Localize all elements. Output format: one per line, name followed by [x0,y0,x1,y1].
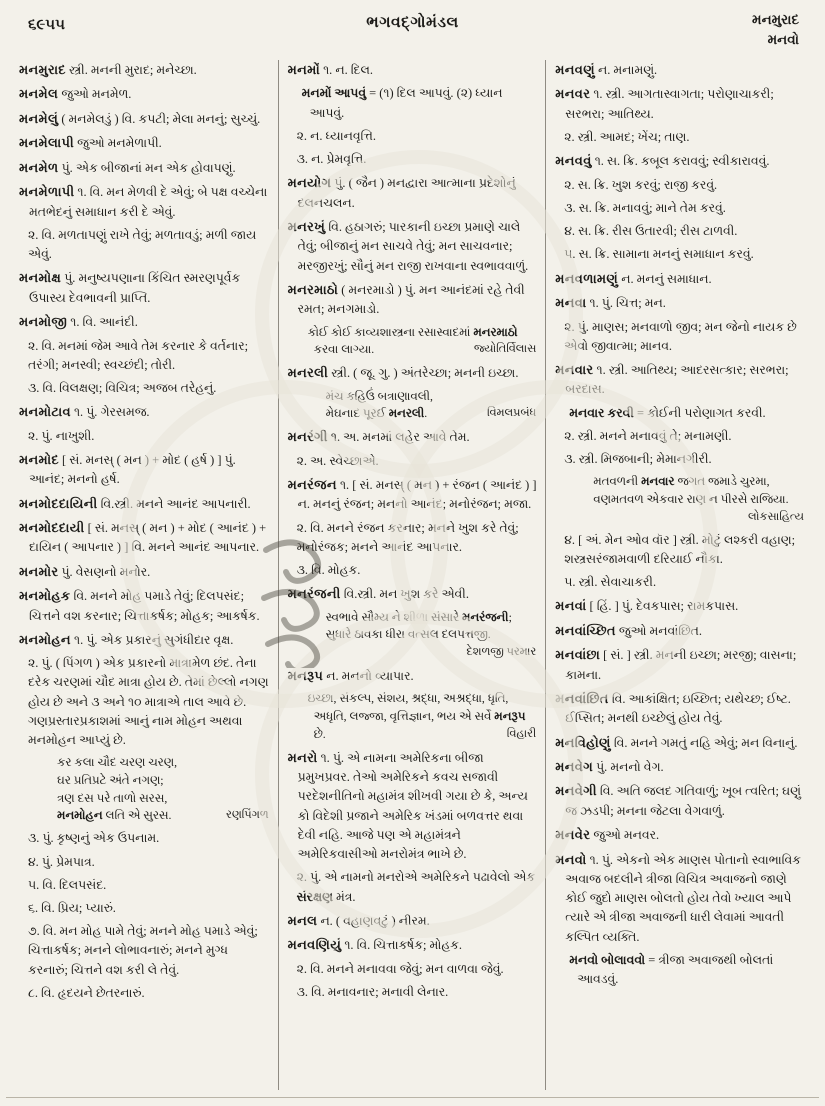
dictionary-entry: મનરો ૧. પું. એ નામના અમેરિકના બીજા પ્રમુખપ્રવર. તેઓ અમેરિકને કવચ સજાવી પરદેશનીતિનો મહામંત્ર શીખવી ગયા છે કે, અન્ય કો વિદેશી પ્રજાને અમેરિક ખંડમાં બળવત્તર થવા દેવી નહિ. આજે પણ એ મહામંત્રને અમેરિકવાસીઓ મનરોમંત્ર ભાખે છે. [287,749,528,862]
entry-idiom: મનવો બોલાવવો = ત્રીજા અવાજથી બોલતાં આવડવું. [569,952,774,987]
entry-sense: ૨. વિ. મનને રંજન કરનાર; મનને ખુશ કરે તેવું; મનોરંજક; મનને આનંદ આપનાર. [296,520,519,554]
guide-word-first: મનમુરાદ [752,12,799,27]
entry-sense: ૫. વિ. દિલપસંદ. [28,877,107,892]
entry-headword: મનવાંછા [555,647,601,663]
dictionary-entry: મનવાંછા [ સં. ] સ્ત્રી. મનની ઇચ્છા; મરજી; વાસના; કામના. [555,647,797,682]
verse-line: મંચ કહિઉં બત્રાણાવલી, [325,388,433,403]
entry-sense: ૬. વિ. પ્રિય; પ્યારું. [28,900,116,915]
entry-sense: ૨. પું. માણસ; મનવાળો જીવ; મન જેનો નાયક છે એવો જીવાત્મા; માનવ. [564,319,797,353]
entry-headword: મનવાં [555,598,587,614]
entry-sense: ૨. પું. ( પિંગળ ) એક પ્રકારનો માત્રામેળ છંદ. તેના દરેક ચરણમાં ચૌદ માત્રા હોય છે. તેમાં છેલ્લો નગણ હોય છે અને ૩ અને ૧૦ માત્રાએ તાલ આવે છે. ગણપ્રસ્તારપ્રકાશમાં આનું નામ મોહન અથવા મનમોહન આપ્યું છે. [28,656,269,748]
entry-headword: મનરલી [287,365,329,381]
entry-headword: મનમોક્ષ [19,270,62,286]
page-number: ૬૯૫૫ [28,17,65,33]
entry-headword: મનવળામણું [555,270,619,286]
dictionary-entry: મનવણિયું ૧. વિ. ચિત્તાકર્ષક; મોહક. [287,937,463,953]
entry-headword: મનમેલાપી [19,135,74,151]
dictionary-entry: મનમોં ૧. ન. દિલ. [287,62,373,77]
quotation-text: ઇચ્છા, સંકલ્પ, સંશય, શ્રદ્ધા, અશ્રદ્ધા, ધૃતિ, અધૃતિ, લજ્જા, વૃત્તિજ્ઞાન, ભય એ સર્વે મનરૂપ છે. [307,691,526,741]
entry-sense: ૫. સ્ત્રી. સેવાચાકરી. [564,575,657,590]
entry-headword: મનરૂપ [287,668,324,684]
dictionary-entry: મનવિહોણું વિ. મનને ગમતું નહિ એવું; મન વિનાનું. [555,734,798,750]
dictionary-entry: મનવળામણું ન. મનનું સમાધાન. [555,270,712,286]
entry-sense: ૨. પું. એ નામનો મનરોએ અમેરિકને પઢાવેલો એક સંરક્ષણ મંત્ર. [296,870,536,904]
verse-quotation [288,609,539,661]
entry-headword: મનવવું [555,153,592,169]
citation-source: લોકસાહિત્ય [748,510,804,523]
verse-line: મનમોહન લતિ એ સુરસ. [57,808,172,823]
dictionary-entry: મનમોજી ૧. વિ. આનંદી. [19,314,138,330]
entry-sense: ૨. વિ. મનમાં જેમ આવે તેમ કરનાર કે વર્તનાર; તરંગી; મનસ્વી; સ્વચ્છંદી; તોરી. [28,338,249,372]
entry-sense: ૭. વિ. મન મોહ પામે તેવું; મનને મોહ પમાડે એવું; ચિત્તાકર્ષક; મનને લોભાવનારું; મનને મુગ્ધ કરનારું; ચિત્તને વશ કરી લે તેવું. [28,924,258,977]
entry-headword: મનવાંચ્છિત [555,622,616,638]
citation-source: વિમલપ્રબંધ [486,407,537,420]
entry-sense: ૪. સ. ક્રિ. રીસ ઉતારવી; રીસ ટાળવી. [564,224,738,239]
dictionary-entry: મનમેલું ( મનમેલડું ) વિ. કપટી; મેલા મનનું; સુચ્ચું. [19,110,261,126]
dictionary-entry: મનવાંછિત વિ. આકાંક્ષિત; ઇચ્છિત; યથેચ્છ; ઈષ્ટ. ઈપ્સિત; મનથી ઇચ્છેલું હોય તેવું. [555,690,791,726]
citation-source: વિહારી [506,727,537,740]
column-1 [10,60,278,1090]
page-header [0,0,825,58]
verse-line: ત્રણ દસ પરે તાળો સરસ, [57,790,168,805]
entry-sense: ૨. ન. ધ્યાનવૃત્તિ. [296,128,376,143]
entry-headword: મનમેલ [19,86,59,102]
dictionary-entry: મનયોગ પું. ( જૈન ) મનદ્વારા આત્માના પ્રદેશોનું દલનચલન. [287,175,516,210]
entry-sense: ૩. વિ. મોહક. [296,563,361,578]
entry-sense: ૨. અ. સ્વેચ્છાએ. [296,453,379,468]
entry-headword: મનમોદ [19,451,59,467]
dictionary-entry: મનમોહન ૧. પું. એક પ્રકારનું સુગંધીદાર વૃક્ષ. [19,631,234,647]
dictionary-entry: મનમોદદાયી [ સં. મનસ્ ( મન ) + મોદ ( આનંદ ) + દાયિન ( આપનાર ) ] વિ. મનને આનંદ આપનાર. [19,519,267,555]
dictionary-entry: મનમોદ [ સં. મનસ્ ( મન ) + મોદ ( હર્ષ ) ] પું. આનંદ; મનનો હર્ષ. [19,451,236,487]
verse-line: મેઘનાદ પૂરઈ મનરલી. [325,406,428,421]
dictionary-columns [0,58,825,1090]
bottom-rule [6,1097,819,1098]
entry-sense: ૨. પું. નાખુશી. [28,428,95,443]
entry-headword: મનરંજની [287,586,341,602]
dictionary-entry: મનમોટાવ ૧. પું. ગેરસમજ. [19,404,150,420]
entry-headword: મનવેર [555,827,591,843]
guide-words [752,10,799,49]
entry-headword: મનવો [555,851,587,867]
entry-idiom: મનવાર કરવી = કોઈની પરોણાગત કરવી. [569,405,766,420]
citation-source: રણપિંગળ [225,809,269,822]
entry-sense: ૮. વિ. હૃદયને છેતરનારું. [28,985,145,1000]
entry-headword: મનમોજી [19,314,68,330]
verse-quotation [19,754,271,824]
dictionary-entry: મનવો ૧. પું. એકનો એક માણસ પોતાનો સ્વાભાવિક અવાજ બદલીને ત્રીજા વિચિત્ર અવાજનો જાણે કોઈ જુદો માણસ બોલતો હોય તેવો ખ્યાલ આપે ત્યારે એ ત્રીજા અવાજની ધારી લેવામાં આવતી કલ્પિત વ્યક્તિ. [555,851,801,944]
entry-headword: મનવર [555,86,591,102]
entry-headword: મનમોટાવ [19,404,71,420]
entry-headword: મનરખું [287,219,326,234]
entry-headword: મનલ [287,912,318,928]
dictionary-entry: મનવેર જુઓ મનવર. [555,827,660,843]
verse-line: સ્વભાવે સૌમ્ય ને શીળા સંસારે મનરંજની; [325,609,512,624]
entry-headword: મનમુરાદ [19,62,66,77]
entry-sense: ૩. ન. પ્રેમવૃત્તિ. [296,152,367,167]
dictionary-entry: મનરંગી ૧. અ. મનમાં લહેર આવે તેમ. [287,429,470,445]
citation-source: દેશળજી પરમાર [466,646,537,659]
guide-word-last: મનવો [767,31,799,47]
verse-line: સુધારે ઠાવકા ધીરા વત્સલ દલપત્તજી. [325,627,491,642]
entry-headword: મનમોદદાયિની [19,495,98,511]
entry-headword: મનરંજન [287,476,337,492]
dictionary-entry: મનરમાઠો ( મનરમાડો ) પું. મન આનંદમાં રહે તેવી રમત; મનગમાડો. [287,281,525,317]
dictionary-entry: મનવણું ન. મનામણું. [555,62,658,77]
quotation-text: કોઈ કોઈ કાવ્યશાસ્ત્રના રસાસ્વાદમાં મનરમાઠો કરવા લાગ્યા. [307,324,518,357]
dictionary-entry: મનમેલાપી જુઓ મનમેળાપી. [19,135,162,151]
entry-headword: મનમેલું [19,110,59,126]
entry-headword: મનવાર [555,362,594,378]
entry-sense: ૩. સ્ત્રી. મિજબાની; મેમાનગીરી. [564,452,712,467]
column-2 [278,60,546,1090]
entry-headword: મનરો [287,749,318,765]
entry-sense: ૨. વિ. મળતાપણું રાખે તેવું; મળતાવડું; મળી જાય એવું. [28,227,257,262]
verse-quotation [555,473,806,525]
prose-quotation [288,690,539,742]
entry-sense: ૩. વિ. વિલક્ષણ; વિચિત્ર; અજબ તરેહનું. [28,380,217,395]
dictionary-entry: મનમેળ પું. એક બીજાનાં મન એક હોવાપણું. [19,159,236,175]
verse-line: મતવળની મનવાર જગત જમાડે ચુરમા, [593,474,770,489]
entry-idiom: મનમોં આપવું = (૧) દિલ આપવું. (૨) ધ્યાન આપવું. [301,86,503,120]
column-3 [545,60,813,1090]
entry-headword: મનવણું [555,62,595,77]
entry-headword: મનમેળાપી [19,184,75,200]
entry-headword: મનવેગી [555,783,597,799]
citation-source: જ્યોતિર્વિલાસ [473,343,537,356]
dictionary-entry: મનમોર પું. વેસણનો મનોર. [19,563,151,579]
entry-sense: ૩. સ. ક્રિ. મનાવવું; માને તેમ કરવું. [564,201,726,216]
dictionary-entry: મનવાં [ હિં. ] પું. દેવકપાસ; રામકપાસ. [555,598,739,614]
entry-headword: મનવણિયું [287,937,342,953]
dictionary-entry: મનવવું ૧. સ. ક્રિ. કબૂલ કરાવવું; સ્વીકારાવવું. [555,153,770,169]
entry-headword: મનવિહોણું [555,734,611,750]
dictionary-entry: મનરલી સ્ત્રી. ( જૂ. ગુ. ) અંતરેચ્છા; મનની ઇચ્છા. [287,365,519,381]
entry-sense: ૩. વિ. મનાવનાર; મનાવી લેનાર. [296,984,449,999]
entry-headword: મનમોહન [19,631,71,647]
dictionary-entry: મનરખું વિ. હઠાગરું; પારકાની ઇચ્છા પ્રમાણે ચાલે તેવું; બીજાનું મન સાચવે તેવું; મન સાચવનાર; મરજીરખું; સૌનું મન રાજી રાખવાના સ્વભાવવાળું. [287,219,529,273]
dictionary-entry: મનલ ન. ( વહાણવટું ) નીરમ. [287,912,430,928]
book-title: ભગવદ્ગોમંડલ [366,14,459,31]
entry-sense: ૩. પું. કૃષ્ણનું એક ઉપનામ. [28,831,160,846]
entry-headword: મનવાંછિત [555,690,609,706]
entry-sense: ૨. સ્ત્રી. આમદ; ખેંચ; તાણ. [564,130,690,145]
dictionary-entry: મનવેગ પું. મનનો વેગ. [555,759,664,775]
entry-headword: મનમોહક [19,588,71,604]
entry-headword: મનમોર [19,563,59,579]
dictionary-entry: મનવર ૧. સ્ત્રી. આગતાસ્વાગતા; પરોણાચાકરી; સરભરા; આતિથ્ય. [555,86,774,121]
entry-sense: ૫. સ. ક્રિ. સામાના મનનું સમાધાન કરવું. [564,247,754,262]
dictionary-entry: મનમેલ જુઓ મનમેળ. [19,86,132,102]
entry-sense: ૨. વિ. મનને મનાવવા જેવું; મન વાળવા જેવું. [296,961,504,976]
dictionary-entry: મનરૂપ ન. મનનો વ્યાપાર. [287,668,414,684]
entry-headword: મનમોદદાયી [19,519,85,535]
entry-headword: મનયોગ [287,175,332,191]
dictionary-entry: મનવાર ૧. સ્ત્રી. આતિથ્ય; આદરસત્કાર; સરભરા; બરદાસ. [555,362,789,397]
dictionary-entry: મનવા ૧. પું. ચિત્ત; મન. [555,295,666,311]
entry-sense: ૪. પું. પ્રેમપાત્ર. [28,854,95,869]
entry-headword: મનવેગ [555,759,594,775]
verse-line: ઘર પ્રતિપ્રટે અંતે નગણ; [57,772,164,787]
dictionary-entry: મનવેગી વિ. અતિ જલદ ગતિવાળું; ખૂબ ત્વરિત; ઘણું જ ઝડપી; મનના જેટલા વેગવાળું. [555,783,801,818]
dictionary-entry: મનમેળાપી ૧. વિ. મન મેળવી દે એવું; બે પક્ષ વચ્ચેના મતભેદનું સમાધાન કરી દે એવું. [19,184,268,219]
dictionary-entry: મનમુરાદ સ્ત્રી. મનની મુરાદ; મનેચ્છા. [19,62,197,77]
entry-headword: મનમેળ [19,159,59,175]
entry-sense: ૨. સ્ત્રી. મનને મનાવવું તે; મનામણી. [564,428,732,443]
entry-headword: મનવા [555,295,587,311]
entry-headword: મનરંગી [287,429,328,445]
dictionary-entry: મનરંજની વિ.સ્ત્રી. મન ખુશ કરે એવી. [287,586,469,602]
verse-line: કર કલા ચૌદ ચરણ ચરણ, [57,755,178,770]
dictionary-entry: મનરંજન ૧. [ સં. મનસ્ ( મન ) + રંજન ( આનંદ ) ] ન. મનનું રંજન; મનનો આનંદ; મનોરંજન; મજા. [287,476,537,512]
dictionary-entry: મનમોક્ષ પું. મનુષ્યપણાના કિંચિત સ્મરણપૂર્વક ઉપાસ્ય દેવભાવની પ્રાપ્તિ. [19,270,241,305]
entry-sense: ૨. સ. ક્રિ. ખુશ કરવું; રાજી કરવું. [564,177,718,192]
dictionary-entry: મનવાંચ્છિત જુઓ મનવાંછિત. [555,622,702,638]
dictionary-entry: મનમોદદાયિની વિ.સ્ત્રી. મનને આનંદ આપનારી. [19,495,251,511]
verse-quotation [288,388,539,423]
entry-headword: મનમોં [287,62,320,77]
dictionary-entry: મનમોહક વિ. મનને મોહ પમાડે તેવું; દિલપસંદ; ચિત્તને વશ કરનાર; ચિત્તાકર્ષક; મોહક; આકર્ષક. [19,588,260,623]
verse-line: વણમતવળ એકવાર રાણ ન પીરસે રાજિયા. [593,492,789,507]
prose-quotation [288,324,539,359]
entry-sense: ૪. [ અં. મેન ઓવ વૉર ] સ્ત્રી. મોટું લશ્કરી વહાણ; શસ્ત્રસરંજામવાળી દરિયાઈ નૌકા. [564,532,796,566]
entry-headword: મનરમાઠો [287,281,339,297]
